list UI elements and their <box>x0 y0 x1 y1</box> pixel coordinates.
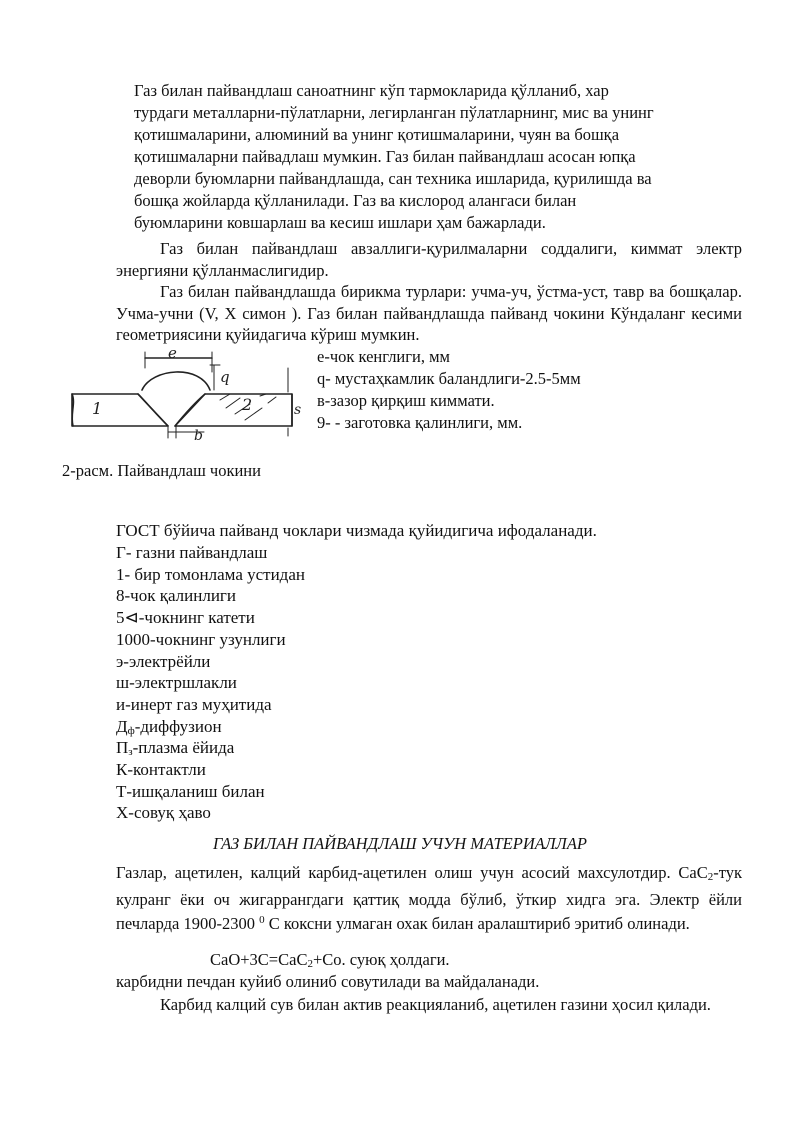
reaction-formula: CaO+3C=CaC$_2$+Co. суюқ ҳолдаги. <box>210 950 450 970</box>
gost-item: и-инерт газ муҳитида <box>116 695 272 714</box>
gost-item: э-электрёйли <box>116 652 211 671</box>
part-2-label: 2 <box>242 395 253 414</box>
gost-item-plasma: $П_з$-плазма ёйида <box>116 738 235 758</box>
intro-line: деворли буюмларни пайвандлашда, сан техника ишларида, қурилишда ва <box>134 169 652 188</box>
intro-line: турдаги металларни-пўлатларни, легирланган пўлатларнинг, мис ва унинг <box>134 103 654 122</box>
gost-item: 5⊲-чокнинг катети <box>116 608 255 627</box>
gost-item: 8-чок қалинлиги <box>116 586 237 605</box>
gost-item: Г- газни пайвандлаш <box>116 543 268 562</box>
dim-b-label: b <box>194 428 203 443</box>
carbide-line: карбидни печдан куйиб олиниб совутилади ва майдаланади. <box>116 972 540 991</box>
joints-paragraph: Газ билан пайвандлашда бирикма турлари: учма-уч, ўстма-уст, тавр ва бошқалар. Учма-учни (V, X симон ). Газ билан пайвандлашда пайванд чокини Кўндаланг кесими геометриясини қуйидагича кўриш мумкин. <box>116 282 742 344</box>
final-paragraph: Карбид калций сув билан актив реакцияланиб, ацетилен газини ҳосил қилади. <box>160 995 711 1014</box>
intro-line: қотишмаларини, алюминий ва унинг қотишмаларини, чуян ва бошқа <box>134 125 620 144</box>
legend-item: q- мустаҳкамлик баландлиги-2.5-5мм <box>317 369 581 388</box>
dim-q-label: q <box>220 368 230 386</box>
advantages-paragraph: Газ билан пайвандлаш авзаллиги-қурилмаларни соддалиги, киммат электр энергияни қўлланмаслигидир. <box>116 239 742 280</box>
legend-item: е-чок кенглиги, мм <box>317 347 450 366</box>
gost-item: ш-электршлакли <box>116 673 237 692</box>
gost-item: Т-ишқаланиш билан <box>116 782 265 801</box>
weld-bead <box>142 372 210 390</box>
gost-item: 1000-чокнинг узунлиги <box>116 630 286 649</box>
gost-item: Х-совуқ ҳаво <box>116 803 211 822</box>
legend-item: 9- - заготовка қалинлиги, мм. <box>317 413 523 432</box>
intro-line: буюмларини ковшарлаш ва кесиш ишлари ҳам бажарлади. <box>134 213 546 232</box>
intro-line: Газ билан пайвандлаш саноатнинг кўп тармокларида қўлланиб, хар <box>134 81 609 100</box>
right-plate <box>175 394 292 426</box>
gost-item: 1- бир томонлама устидан <box>116 565 305 584</box>
part-1-label: 1 <box>92 399 103 418</box>
gost-item: К-контактли <box>116 760 206 779</box>
figure-caption: 2-расм. Пайвандлаш чокини <box>62 461 261 480</box>
materials-paragraph: Газлар, ацетилен, калций карбид-ацетилен олиш учун асосий махсулотдир. CaC$_2$-тук кулранг ёки оч жигаррангдаги қаттиқ модда бўлиб, ўткир хидга эга. Электр ёйли печларда 1900-2300 $^0$ С коксни улмаган охак билан аралаштириб эритиб олинади. <box>116 863 742 933</box>
intro-line: қотишмаларни пайвадлаш мумкин. Газ билан пайвандлаш асосан юпқа <box>134 147 636 166</box>
section-title: ГАЗ БИЛАН ПАЙВАНДЛАШ УЧУН МАТЕРИАЛЛАР <box>213 834 587 853</box>
legend-item: в-зазор қирқиш киммати. <box>317 391 495 410</box>
intro-line: бошқа жойларда қўлланилади. Газ ва кислород алангаси билан <box>134 191 577 210</box>
gost-intro: ГОСТ бўйича пайванд чоклари чизмада қуйидигича ифодаланади. <box>116 521 597 540</box>
dim-s-label: s <box>294 402 302 418</box>
weld-cross-section-diagram <box>70 348 310 443</box>
gost-item-diffusion: $Д_ф$-диффузион <box>116 717 222 737</box>
dim-e-label: e <box>168 348 177 362</box>
